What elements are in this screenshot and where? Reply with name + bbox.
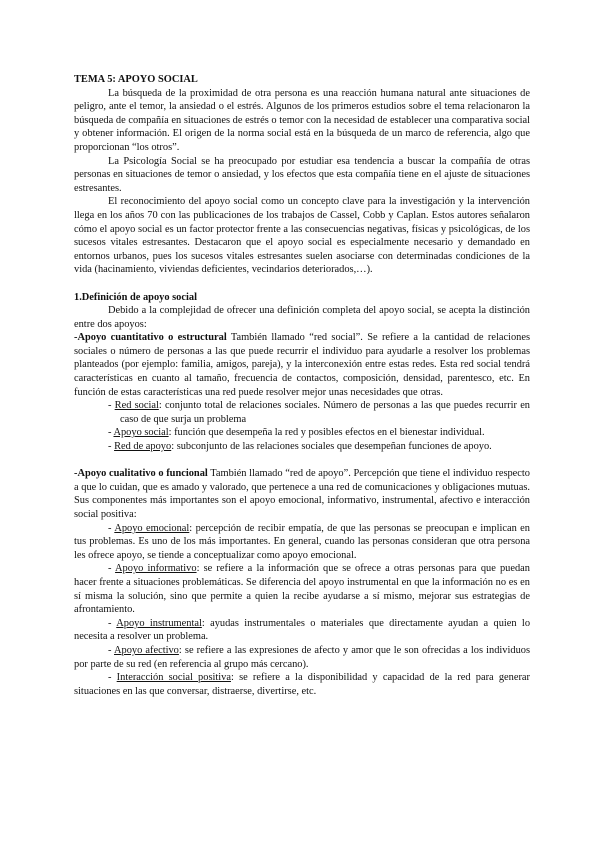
intro-paragraph-3: El reconocimiento del apoyo social como un concepto clave para la investigación y la intervención llega en los años 70 con las publicaciones de los trabajos de Cassel, Cobb y Caplan. Estos autores señalaron cómo el apoyo social es un factor protector frente a las consecuencias negativas, físicas y psicológicas, de los sucesos vitales estresantes. Destacaron que el apoyo social es especialmente necesario y demandado en entornos urbanos, pues los sucesos vitales estresantes suelen asociarse con determinadas condiciones de la vida (hacinamiento, viviendas deficientes, vecindarios deteriorados,…). bbox=[74, 196, 530, 276]
list-item: - Red social: conjunto total de relaciones sociales. Número de personas a las que puedes recurrir en caso de que surja un problema bbox=[108, 400, 530, 425]
estructural-text: También llamado “red social”. Se refiere a la cantidad de relaciones sociales o número de personas a las que puede recurrir el individuo para ayudarle a resolver los problemas planteados (por ejemplo: familia, amigos, pareja), y la interconexión entre estas redes. Esta red social tendrá características en cuanto al tamaño, frecuencia de contactos, composición, densidad, parentesco, etc. En función de estas características una red puede resolver mejor unas necesidades que otras. bbox=[74, 332, 530, 398]
list-item-text: : percepción de recibir empatía, de que las personas se preocupan e implican en tus problemas. Es uno de los más importantes. En general, cuando las personas consideran que otra persona les ofrece apoyo, se tiende a conceptualizar como apoyo emocional. bbox=[74, 522, 530, 561]
funcional-term: -Apoyo cualitativo o funcional bbox=[74, 468, 208, 480]
list-item-term: Interacción social positiva bbox=[116, 672, 231, 684]
intro-paragraph-2: La Psicología Social se ha preocupado por estudiar esa tendencia a buscar la compañía de otras personas en situaciones de temor o ansiedad, y los efectos que esta compañía tiene en el ajuste de situaciones estresantes. bbox=[74, 155, 530, 194]
list-item-term: Red social bbox=[114, 400, 159, 412]
estructural-term: -Apoyo cuantitativo o estructural bbox=[74, 332, 227, 344]
list-item-term: Apoyo instrumental bbox=[116, 617, 202, 629]
list-item-text: : se refiere a las expresiones de afecto y amor que le son ofrecidas a los individuos por parte de su red (en referencia al grupo más cercano). bbox=[74, 644, 531, 670]
list-item-term: Apoyo informativo bbox=[115, 563, 197, 575]
list-item: - Apoyo social: función que desempeña la red y posibles efectos en el bienestar individual. bbox=[108, 427, 485, 439]
spacer bbox=[74, 454, 530, 468]
list-item-term: Apoyo emocional bbox=[114, 522, 190, 534]
section-intro: Debido a la complejidad de ofrecer una definición completa del apoyo social, se acepta la distinción entre dos apoyos: bbox=[74, 305, 530, 330]
list-item-term: Red de apoyo bbox=[114, 441, 172, 453]
funcional-text: También llamado “red de apoyo”. Percepción que tiene el individuo respecto a que lo cuidan, que es amado y valorado, que pertenece a una red de comunicaciones y obligaciones mutuas. Sus componentes más importantes son el apoyo emocional, informativo, instrumental, afectivo e interacción social positiva: bbox=[74, 468, 530, 520]
list-item-text: : se refiere a la disponibilidad y capacidad de la red para generar situaciones en las que conversar, distraerse, divertirse, etc. bbox=[74, 672, 531, 697]
list-item-text: : se refiere a la información que se ofrece a otras personas para que puedan hacer frente a situaciones problemáticas. Se diferencia del apoyo instrumental en que la información no es en sí misma la solución, sino que permite a quien la recibe ayudarse a sí mismo, mejorar sus estrategias de afrontamiento. bbox=[74, 563, 530, 616]
spacer bbox=[74, 277, 530, 291]
list-item-text: : función que desempeña la red y posibles efectos en el bienestar individual. bbox=[168, 427, 485, 439]
list-item: - Red de apoyo: subconjunto de las relaciones sociales que desempeñan funciones de apoyo. bbox=[108, 441, 492, 453]
section-heading: 1.Definición de apoyo social bbox=[74, 291, 197, 303]
intro-paragraph-1: La búsqueda de la proximidad de otra persona es una reacción humana natural ante situaciones de peligro, ante el temor, la ansiedad o el estrés. Algunos de los primeros estudios sobre el tema relacionaron la búsqueda de compañía en situaciones de estrés o temor con la necesidad de establecer una comparativa social y obtener información. El origen de la norma social está en la búsqueda de un marco de referencia, algo que proporcionan “los otros”. bbox=[74, 87, 530, 153]
funcional-paragraph bbox=[74, 467, 530, 521]
list-item: - Apoyo instrumental: ayudas instrumentales o materiales que directamente ayudan a quien lo necesita a resolver un problema. bbox=[74, 617, 531, 643]
estructural-paragraph bbox=[74, 331, 530, 399]
list-item-text: : conjunto total de relaciones sociales. Número de personas a las que puedes recurrir en caso de que surja un problema bbox=[120, 400, 530, 425]
list-item: - Apoyo afectivo: se refiere a las expresiones de afecto y amor que le son ofrecidas a los individuos por parte de su red (en referencia al grupo más cercano). bbox=[74, 644, 531, 670]
list-item: - Apoyo emocional: percepción de recibir empatía, de que las personas se preocupan e implican en tus problemas. Es uno de los más importantes. En general, cuando las personas consideran que otra persona les ofrece apoyo, se tiende a conceptualizar como apoyo emocional. bbox=[74, 522, 530, 561]
list-item-text: : ayudas instrumentales o materiales que directamente ayudan a quien lo necesita a resolver un problema. bbox=[74, 617, 531, 643]
list-item-term: Apoyo afectivo bbox=[114, 644, 179, 656]
page-title: TEMA 5: APOYO SOCIAL bbox=[74, 74, 198, 85]
list-item: - Apoyo informativo: se refiere a la información que se ofrece a otras personas para que puedan hacer frente a situaciones problemáticas. Se diferencia del apoyo instrumental en que la información no es en sí misma la solución, sino que permite a quien la recibe ayudarse a sí mismo, mejorar sus estrategias de afrontamiento. bbox=[74, 563, 530, 616]
list-item-term: Apoyo social bbox=[113, 427, 169, 439]
list-item-text: : subconjunto de las relaciones sociales que desempeñan funciones de apoyo. bbox=[171, 441, 492, 453]
list-item: - Interacción social positiva: se refiere a la disponibilidad y capacidad de la red para generar situaciones en las que conversar, distraerse, divertirse, etc. bbox=[74, 672, 531, 697]
